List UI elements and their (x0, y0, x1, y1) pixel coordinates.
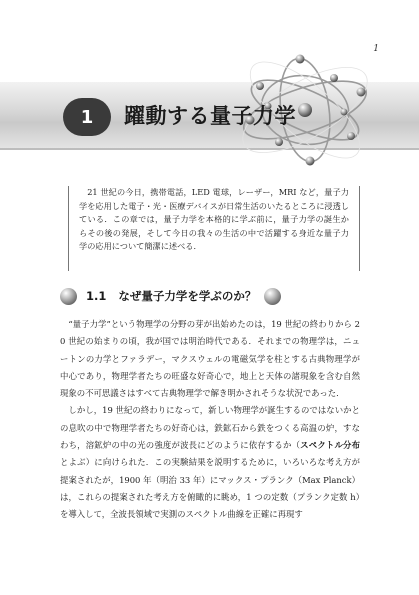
term-spectral-distribution: スペクトル分布 (300, 440, 361, 451)
paragraph-2-part-a: しかし，19 世紀の終わりになって，新しい物理学が誕生するのではないかとの息吹の中で物理学者たちの好奇心は，鉄鉱石から鉄をつくる高温の炉，すなわち，溶鉱炉の中の光の強度が波長にどのように依存するか（ (60, 405, 360, 451)
orbit-sphere (347, 132, 355, 140)
section-heading (60, 286, 320, 306)
body-paragraph-2 (60, 402, 360, 523)
chapter-number-badge: 1 (63, 98, 111, 136)
section-title: なぜ量子力学を学ぶのか？ (118, 289, 257, 303)
body-paragraph-1: “量子力学”という物理学の分野の芽が出始めたのは，19 世紀の終わりから 20 世紀の始まりの頃，我が国では明治時代である．それまでの物理学は，ニュートンの力学とファラデー，マクスウェルの電磁気学を柱とする古典物理学が中心であり，物理学者たちの旺盛な好奇心で，地上と天体の諸現象を含む自然現象の不可思議さはすべて古典物理学で解き明かされそうな状況であった． (60, 319, 360, 399)
chapter-intro-box (68, 186, 360, 271)
section-number: 1.1 (86, 289, 107, 303)
sphere-bullet-icon (60, 288, 77, 305)
orbit-sphere (357, 88, 366, 97)
orbit-sphere (330, 74, 338, 82)
orbit-sphere (306, 157, 315, 166)
sphere-bullet-icon (264, 288, 281, 305)
paragraph-2-part-b: とよぶ）に向けられた．この実験結果を説明するために，いろいろな考え方が提案されたが，1900 年（明治 33 年）にマックス・プランク（Max Planck）は，これらの提案された考え方を俯瞰的に眺め，1 つの定数（プランク定数 h）を導入して，全波長領域で実測のスペクトル曲線を正確に再現す (60, 457, 360, 520)
orbit-sphere (341, 109, 348, 116)
body-text (60, 316, 360, 524)
orbit-sphere (298, 103, 312, 117)
orbit-sphere (256, 82, 264, 90)
orbit-sphere (296, 55, 305, 64)
chapter-title: 躍動する量子力学 (124, 104, 296, 128)
chapter-intro-text: 21 世紀の今日，携帯電話，LED 電球，レーザー，MRI など，量子力学を応用した電子・光・医療デバイスが日常生活のいたるところに浸透している．この章では，量子力学を本格的に学ぶ前に，量子力学の誕生からその後の発展，そして今日の我々の生活の中で活躍する身近な量子力学の応用について簡潔に述べる． (79, 187, 349, 252)
page-number: 1 (373, 44, 379, 54)
orbit-sphere (275, 138, 283, 146)
